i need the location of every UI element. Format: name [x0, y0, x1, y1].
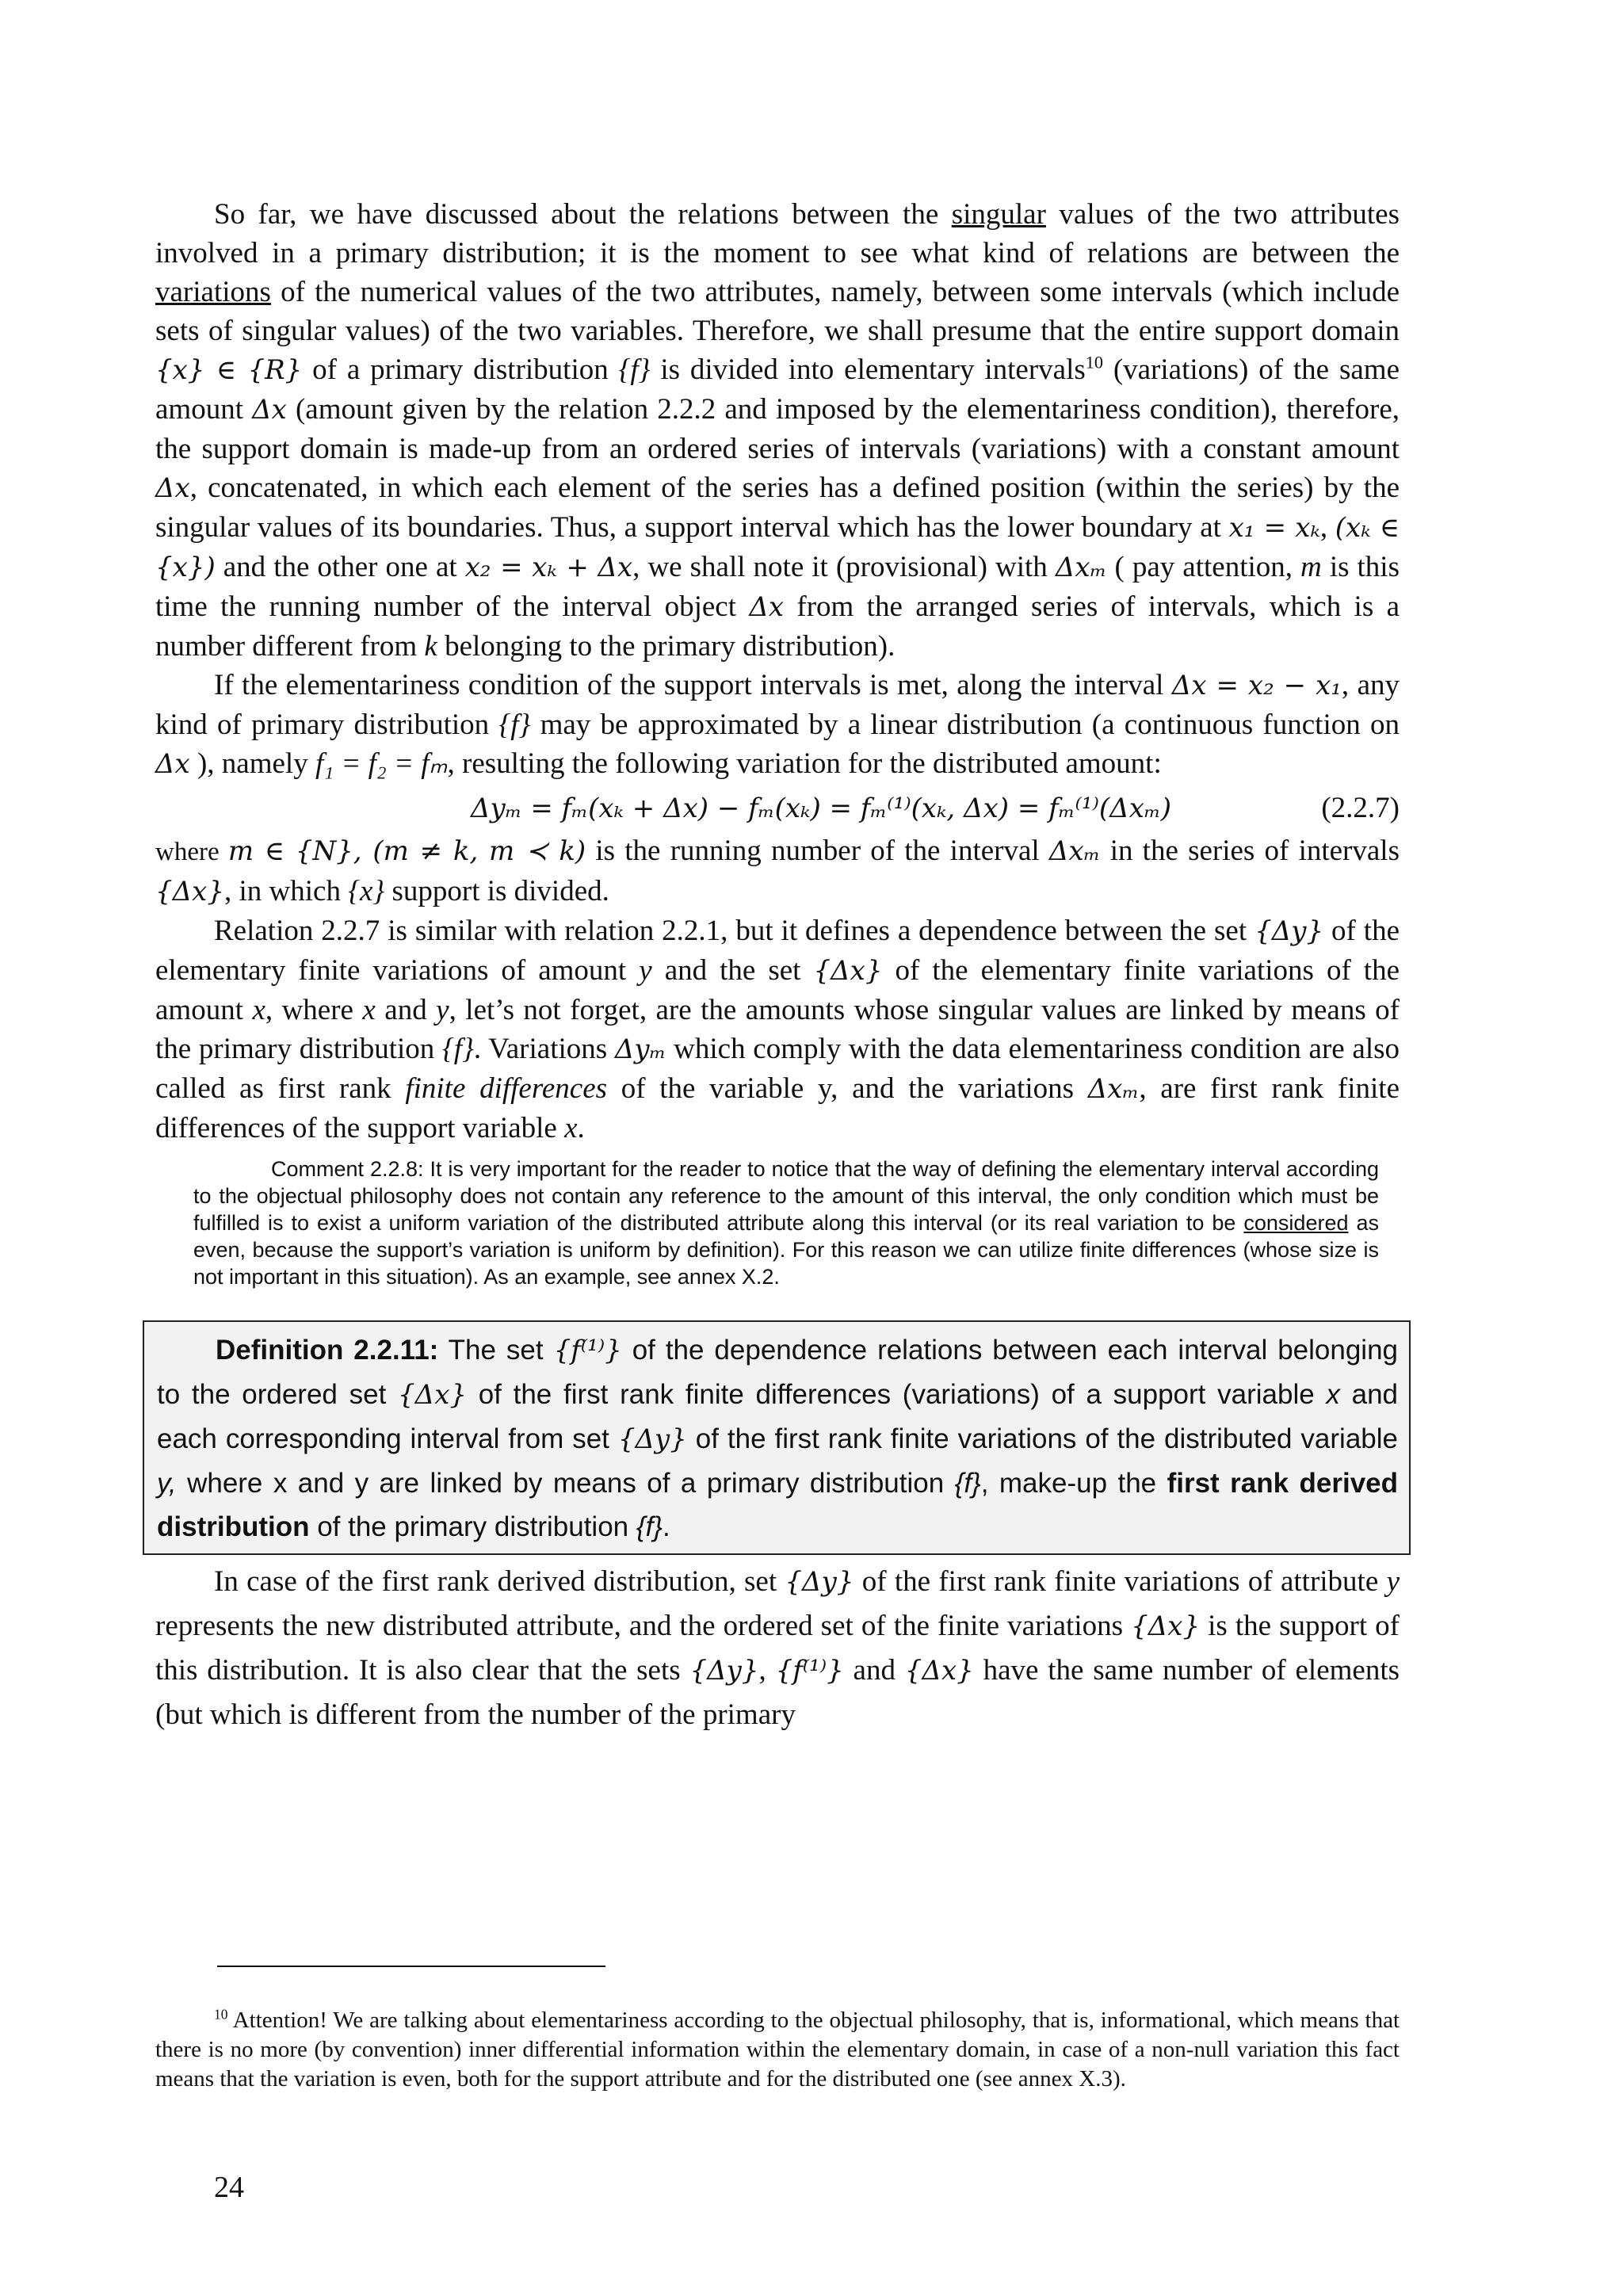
text-run: So far, we have discussed about the relations between the	[214, 198, 952, 231]
equation-expression: Δyₘ = fₘ(xₖ + Δx) − fₘ(xₖ) = fₘ⁽¹⁾(xₖ, Δx) = fₘ⁽¹⁾(Δxₘ)	[470, 793, 1172, 824]
text-run: and the other one at	[215, 551, 465, 583]
text-run: , make-up the	[980, 1468, 1167, 1499]
math-expression: Δx	[252, 394, 287, 426]
text-run: of a primary distribution	[302, 353, 619, 386]
text-run: , resulting the following variation for the distributed amount:	[447, 747, 1162, 780]
math-expression: {Δy}	[1254, 915, 1324, 947]
distribution-symbol: {x}	[348, 875, 385, 907]
footnote-reference[interactable]: 10	[1085, 352, 1103, 372]
text-run: as even, because the support’s variation is uniform by definition). For this reason we can utilize finite differences (whose size is not important in this situation). As an example, see annex X.2.	[193, 1211, 1379, 1289]
text-run: of the primary distribution	[309, 1511, 636, 1542]
variable: x	[252, 994, 265, 1026]
variable: m	[1300, 551, 1322, 583]
text-run: (variations) of the same amount	[155, 353, 1400, 426]
definition-box	[143, 1320, 1411, 1555]
text-run: and each corresponding interval from set	[157, 1379, 1398, 1454]
distribution-symbol: {f}	[498, 709, 531, 741]
text-run: represents the new distributed attribute, and the ordered set of the finite variations	[155, 1610, 1132, 1642]
text-run: and	[843, 1654, 905, 1687]
text-run: If the elementariness condition of the support intervals is met, along the interval	[214, 669, 1172, 701]
math-expression: {Δx}	[904, 1655, 974, 1687]
math-expression: Δx	[155, 472, 190, 504]
paragraph-4	[155, 1560, 1400, 1736]
variable: y	[1386, 1565, 1400, 1598]
distribution-symbol: {f}	[442, 1033, 474, 1065]
math-expression: Δyₘ	[614, 1033, 666, 1065]
math-expression: {f⁽¹⁾}	[775, 1655, 844, 1687]
text-run: Comment 2.2.8: It is very important for the reader to notice that the way of defining the elementary interval according to the objectual philosophy does not contain any reference to the amount of this interval, the only condition which must be fulfilled is to exist a uniform variation of the distributed attribute along this interval (or its real variation to be	[193, 1157, 1379, 1235]
text-run: of the elementary finite variations of amount	[155, 915, 1400, 987]
text-run: , in which	[224, 875, 349, 907]
footnote-10	[155, 2006, 1400, 2094]
paragraph-where	[155, 831, 1400, 911]
text-run: in the series of intervals	[1100, 835, 1400, 867]
text-run: The set	[438, 1335, 554, 1366]
text-run: from the arranged series of intervals, which is a number different from	[155, 590, 1400, 663]
text-run: of the numerical values of the two attributes, namely, between some intervals (which include sets of singular values) of the two variables. Therefore, we shall presume that the entire support domain	[155, 276, 1400, 347]
underlined-word: considered	[1243, 1211, 1349, 1235]
text-run: support is divided.	[384, 875, 609, 907]
paragraph-3	[155, 911, 1400, 1148]
math-expression: {Δy}	[689, 1655, 759, 1687]
text-run: , concatenated, in which each element of the series has a defined position (within the series) by the singular values of its boundaries. Thus, a support interval which has the lower boundary at	[155, 472, 1400, 544]
equation-number: (2.2.7)	[1321, 792, 1400, 824]
math-expression: m ∈ {N}, (m ≠ k, m ≺ k)	[227, 835, 586, 867]
text-run: where x and y are linked by means of a primary distribution	[176, 1468, 955, 1499]
variable: x	[1326, 1379, 1340, 1410]
emphasis-term: finite differences	[405, 1072, 608, 1105]
math-expression: {Δx}	[398, 1379, 468, 1411]
math-expression: {Δx}	[813, 955, 883, 987]
text-run: ), namely	[189, 747, 315, 780]
text-run: of the first rank finite variations of the distributed variable	[686, 1423, 1398, 1454]
text-run: , any kind of primary distribution	[155, 669, 1400, 741]
text-run: of the elementary finite variations of the amount	[155, 954, 1400, 1026]
text-run: In case of the first rank derived distribution, set	[214, 1565, 785, 1598]
text-run: have the same number of elements (but which is different from the number of the primary	[155, 1654, 1400, 1731]
text-run: ( pay attention,	[1106, 551, 1301, 583]
math-expression: {Δx}	[1131, 1610, 1201, 1642]
text-run: of the first rank finite differences (variations) of a support variable	[467, 1379, 1327, 1410]
text-run: .	[662, 1511, 670, 1542]
variable: x	[564, 1112, 578, 1144]
text-run: of the dependence relations between each interval belonging to the ordered set	[157, 1335, 1398, 1410]
text-run: which comply with the data elementariness condition are also called as first rank	[155, 1033, 1400, 1105]
variable: y,	[157, 1468, 177, 1499]
text-run: ,	[758, 1654, 776, 1687]
footnote-separator	[217, 1966, 605, 1967]
main-text	[155, 195, 1400, 1736]
text-run: and the set	[651, 954, 814, 987]
math-expression: {x} ∈ {R}	[155, 354, 303, 386]
bold-term: first rank derived distribution	[157, 1468, 1399, 1542]
variable: y	[436, 994, 449, 1026]
math-expression: x₁ = xₖ	[1228, 512, 1320, 544]
math-expression: Δx	[155, 748, 190, 780]
text-run: is the running number of the interval	[586, 835, 1049, 867]
math-expression: {f⁽¹⁾}	[553, 1335, 622, 1366]
math-expression: {Δy}	[785, 1566, 854, 1598]
math-expression: x₂ = xₖ + Δx	[464, 552, 633, 583]
text-run: (amount given by the relation 2.2.2 and imposed by the elementariness condition), therefore, the support domain is made-up from an ordered series of intervals (variations) with a constant amount	[155, 393, 1400, 465]
text-run: where	[155, 838, 228, 866]
math-expression: Δx = x₂ − x₁	[1171, 670, 1342, 701]
text-run: ,	[1319, 511, 1335, 544]
text-run: is this time the running number of the interval object	[155, 551, 1400, 623]
math-expression: Δxₘ	[1055, 552, 1107, 583]
paragraph-1	[155, 195, 1400, 666]
text-run: values of the two attributes involved in a primary distribution; it is the moment to see what kind of relations are between the	[155, 198, 1400, 269]
math-expression: {Δy}	[617, 1423, 687, 1455]
comment-2-2-8	[193, 1156, 1379, 1290]
text-run: , we shall note it (provisional) with	[632, 551, 1056, 583]
math-expression: Δx	[749, 591, 785, 623]
definition-label: Definition 2.2.11:	[216, 1335, 439, 1366]
text-run: , are first rank finite differences of the support variable	[155, 1072, 1400, 1144]
text-run: belonging to the primary distribution).	[437, 630, 896, 663]
footnote-mark: 10	[214, 2006, 228, 2023]
text-run: Relation 2.2.7 is similar with relation 2.2.1, but it defines a dependence between the set	[214, 915, 1255, 947]
variable: x	[362, 994, 376, 1026]
variable: k	[424, 630, 437, 663]
text-run: and	[375, 994, 437, 1026]
text-run: of the variable y, and the variations	[607, 1072, 1088, 1105]
variable: y	[639, 954, 652, 987]
math-expression: (xₖ ∈ {x})	[155, 512, 1400, 583]
text-run: , let’s not forget, are the amounts whose singular values are linked by means of the primary distribution	[155, 994, 1400, 1065]
text-run: may be approximated by a linear distribution (a continuous function on	[530, 709, 1400, 741]
equation-2-2-7	[155, 789, 1400, 828]
math-expression: f₁ = f₂ = fₘ	[315, 747, 448, 780]
distribution-symbol: {f}	[954, 1468, 981, 1499]
math-expression: Δxₘ	[1087, 1073, 1140, 1105]
math-expression: {Δx}	[155, 876, 224, 907]
text-run: .	[577, 1112, 585, 1144]
math-expression: Δxₘ	[1048, 835, 1101, 867]
text-run: is the support of this distribution. It is also clear that the sets	[155, 1610, 1400, 1687]
text-run: , where	[265, 994, 363, 1026]
page-number: 24	[214, 2171, 244, 2204]
footnote-text: Attention! We are talking about elementariness according to the objectual philosophy, that is, informational, which means that there is no more (by convention) inner differential information within the elementary domain, in case of a non-null variation this fact means that the variation is even, both for the support attribute and for the distributed one (see annex X.3).	[155, 2008, 1400, 2092]
text-run: of the first rank finite variations of attribute	[854, 1565, 1387, 1598]
paragraph-2	[155, 666, 1400, 784]
text-run: is divided into elementary intervals	[650, 353, 1086, 386]
text-run: . Variations	[473, 1033, 615, 1065]
underlined-word: variations	[155, 276, 271, 308]
underlined-word: singular	[951, 198, 1046, 231]
distribution-symbol: {f}	[636, 1511, 663, 1542]
distribution-symbol: {f}	[618, 353, 651, 386]
